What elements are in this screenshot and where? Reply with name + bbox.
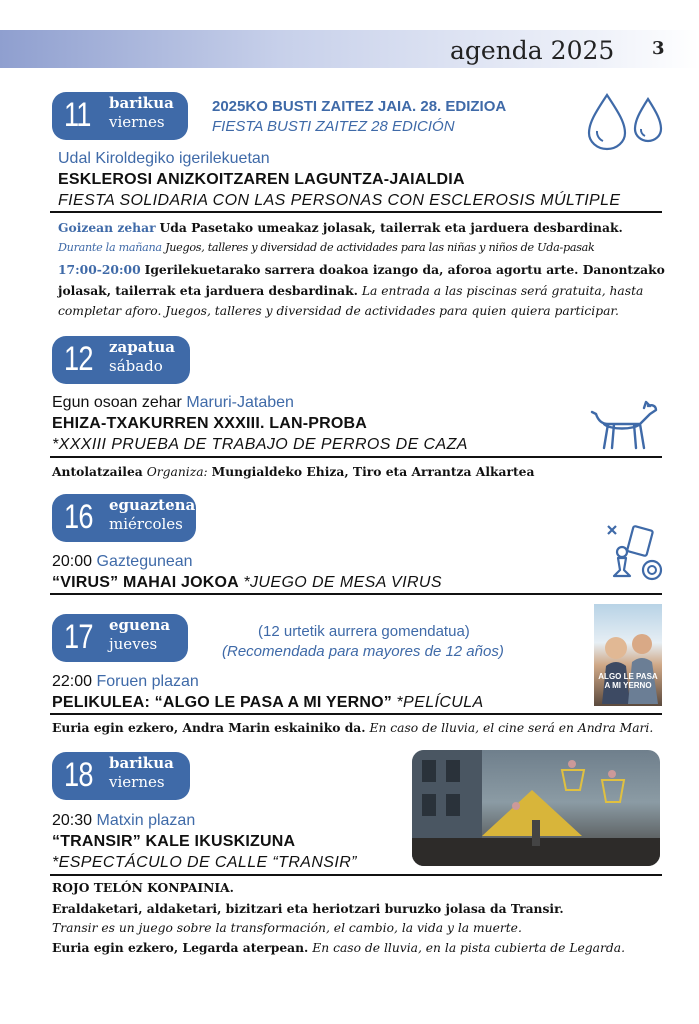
event-title-eus: “TRANSIR” KALE IKUSKIZUNA [52,833,296,850]
divider [50,593,662,595]
day-name-eus: zapatua [109,338,175,356]
divider [50,211,662,213]
event-title-es: *XXXIII PRUEBA DE TRABAJO DE PERROS DE CAZA [52,436,468,453]
description-es: Transir es un juego sobre la transformación, el cambio, la vida y la muerte. [52,921,522,935]
event-time-venue: Egun osoan zehar Maruri-Jataben [52,394,294,411]
page-title: agenda 2025 [450,36,615,65]
day-name-es: miércoles [109,515,183,533]
day-number: 17 [64,618,93,656]
day-name-eus: eguaztena [109,496,196,514]
description-eus: Eraldaketari, aldaketari, bizitzari eta heriotzari buruzko jolasa da Transir. [52,901,564,916]
water-drops-icon [585,93,665,151]
date-badge-18 [52,752,190,800]
day-number: 16 [64,498,93,536]
day-number: 12 [64,340,93,378]
divider [50,874,662,876]
day-name-es: sábado [109,357,163,375]
detail-line: Goizean zehar Uda Pasetako umeakaz jolasak, tailerrak eta jarduera desbardinak. [58,220,623,235]
rain-note: Euria egin ezkero, Andra Marin eskainiko da. En caso de lluvia, el cine será en Andra Mari. [52,720,654,735]
company-name: ROJO TELÓN KONPAINIA. [52,880,234,895]
event-title: “VIRUS” MAHAI JOKOA *JUEGO DE MESA VIRUS [52,574,442,591]
age-recommendation-es: (Recomendada para mayores de 12 años) [222,643,504,660]
day-number: 18 [64,756,93,794]
board-game-icon [604,522,666,584]
event-time-venue: 22:00 Foruen plazan [52,673,199,690]
day-name-eus: barikua [109,754,174,772]
event-venue: Udal Kiroldegiko igerilekuetan [58,150,270,167]
day-number: 11 [64,96,91,134]
date-badge-11 [52,92,188,140]
event-title-es: *ESPECTÁCULO DE CALLE “TRANSIR” [52,854,357,871]
age-recommendation-eus: (12 urtetik aurrera gomendatua) [258,623,470,640]
movie-poster [594,604,662,706]
organizer-line: Antolatzailea Organiza: Mungialdeko Ehiza, Tiro eta Arrantza Alkartea [52,464,535,479]
event-heading-eus: 2025KO BUSTI ZAITEZ JAIA. 28. EDIZIOA [212,98,507,115]
dog-icon [590,400,660,452]
day-name-es: viernes [109,773,165,791]
event-heading-es: FIESTA BUSTI ZAITEZ 28 EDICIÓN [212,118,455,135]
day-name-eus: barikua [109,94,174,112]
day-name-es: jueves [109,635,158,653]
divider [50,713,662,715]
event-title-eus: EHIZA-TXAKURREN XXXIII. LAN-PROBA [52,415,368,432]
day-name-eus: eguena [109,616,171,634]
detail-line: completar aforo. Juegos, talleres y diversidad de actividades para quien quiera participar. [58,304,619,318]
date-badge-16 [52,494,196,542]
event-title-eus: ESKLEROSI ANIZKOITZAREN LAGUNTZA-JAIALDIA [58,171,465,188]
page-number: 3 [652,38,665,59]
detail-line: jolasak, tailerrak eta jarduera desbardinak. La entrada a las piscinas será gratuita, hasta [58,283,644,298]
street-show-photo [412,750,660,866]
date-badge-12 [52,336,190,384]
event-title-es: FIESTA SOLIDARIA CON LAS PERSONAS CON ESCLEROSIS MÚLTIPLE [58,192,621,209]
detail-line: Durante la mañana Juegos, talleres y diversidad de actividades para las niñas y niños de Uda-pasak [58,241,595,254]
day-name-es: viernes [109,113,165,131]
divider [50,456,662,458]
poster-title: ALGO LE PASA A MI YERNO [598,672,658,690]
rain-note: Euria egin ezkero, Legarda aterpean. En caso de lluvia, en la pista cubierta de Legarda. [52,940,626,955]
event-time-venue: 20:00 Gaztegunean [52,553,193,570]
date-badge-17 [52,614,188,662]
event-title: PELIKULEA: “ALGO LE PASA A MI YERNO” *PELÍCULA [52,694,484,711]
event-time-venue: 20:30 Matxin plazan [52,812,196,829]
detail-line: 17:00-20:00 Igerilekuetarako sarrera doakoa izango da, aforoa agortu arte. Danontzako [58,262,665,277]
